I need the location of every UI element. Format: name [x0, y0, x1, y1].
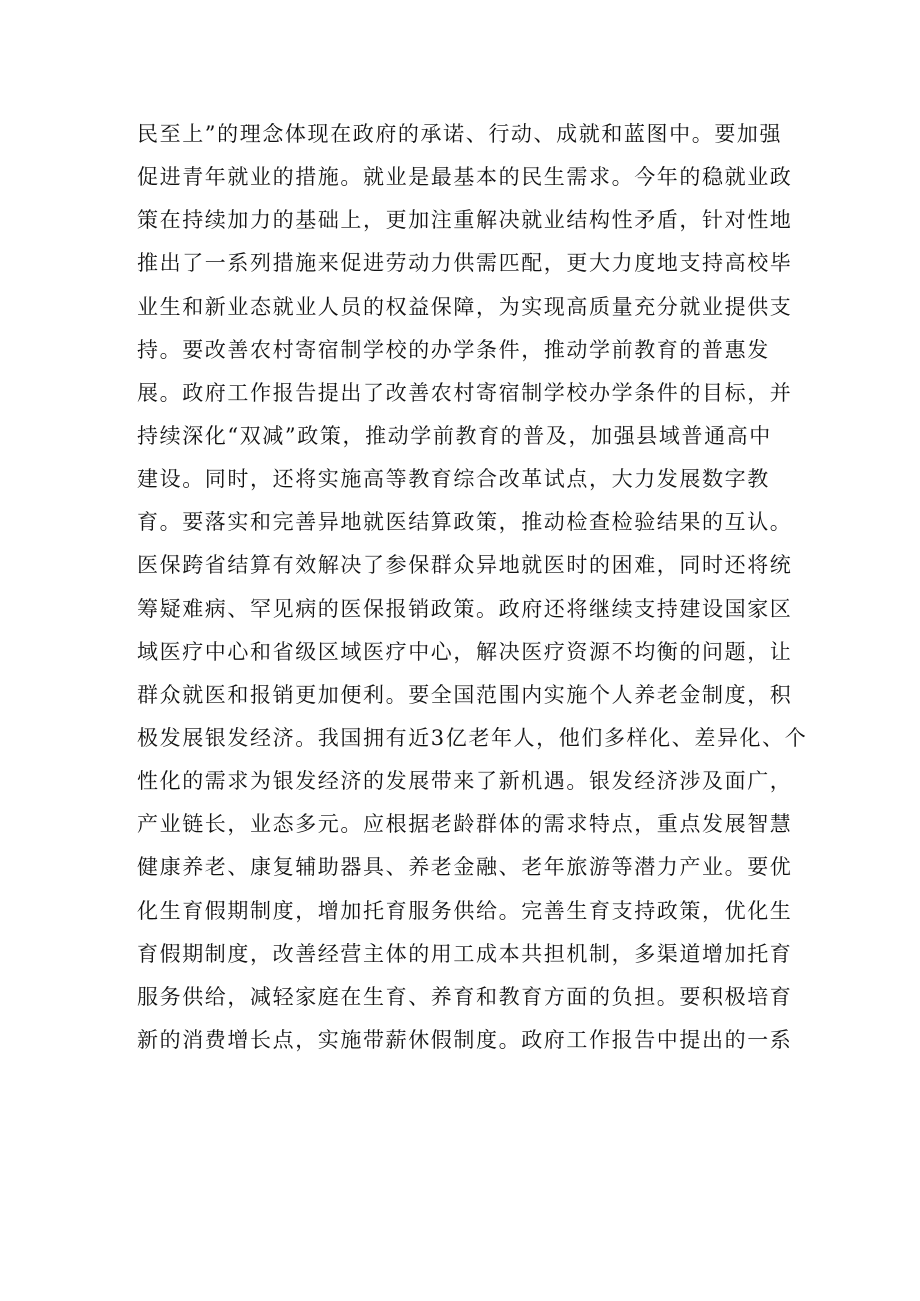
- text-line: 健康养老、康复辅助器具、养老金融、老年旅游等潜力产业。要优: [137, 855, 793, 880]
- text-line: 群众就医和报销更加便利。要全国范围内实施个人养老金制度，积: [137, 682, 793, 707]
- text-line: 建设。同时，还将实施高等教育综合改革试点，大力发展数字教: [137, 467, 770, 492]
- text-line: 化生育假期制度，增加托育服务供给。完善生育支持政策，优化生: [137, 898, 793, 923]
- text-line: 持续深化“双减”政策，推动学前教育的普及，加强县域普通高中: [137, 423, 772, 448]
- text-line: 域医疗中心和省级区域医疗中心，解决医疗资源不均衡的问题，让: [137, 639, 793, 664]
- text-line: 筹疑难病、罕见病的医保报销政策。政府还将继续支持建设国家区: [137, 596, 793, 621]
- text-line: 业生和新业态就业人员的权益保障，为实现高质量充分就业提供支: [137, 294, 793, 319]
- body-text: [137, 113, 808, 1062]
- text-line: 新的消费增长点，实施带薪休假制度。政府工作报告中提出的一系: [137, 1027, 793, 1052]
- text-line: 产业链长，业态多元。应根据老龄群体的需求特点，重点发展智慧: [137, 812, 793, 837]
- text-line: 民至上”的理念体现在政府的承诺、行动、成就和蓝图中。要加强: [137, 122, 783, 146]
- text-line: 策在持续加力的基础上，更加注重解决就业结构性矛盾，针对性地: [137, 208, 793, 233]
- text-line: 展。政府工作报告提出了改善农村寄宿制学校办学条件的目标，并: [137, 380, 793, 405]
- text-line: 服务供给，减轻家庭在生育、养育和教育方面的负担。要积极培育: [137, 984, 793, 1009]
- text-line: 性化的需求为银发经济的发展带来了新机遇。银发经济涉及面广，: [137, 769, 793, 794]
- text-line: 医保跨省结算有效解决了参保群众异地就医时的困难，同时还将统: [137, 553, 793, 578]
- text-line: 促进青年就业的措施。就业是最基本的民生需求。今年的稳就业政: [137, 165, 793, 190]
- text-line: 极发展银发经济。我国拥有近3亿老年人，他们多样化、差异化、个: [137, 725, 808, 750]
- text-line: 育假期制度，改善经营主体的用工成本共担机制，多渠道增加托育: [137, 941, 793, 966]
- text-line: 育。要落实和完善异地就医结算政策，推动检查检验结果的互认。: [137, 510, 793, 535]
- text-line: 推出了一系列措施来促进劳动力供需匹配，更大力度地支持高校毕: [137, 251, 793, 276]
- text-line: 持。要改善农村寄宿制学校的办学条件，推动学前教育的普惠发: [137, 337, 770, 362]
